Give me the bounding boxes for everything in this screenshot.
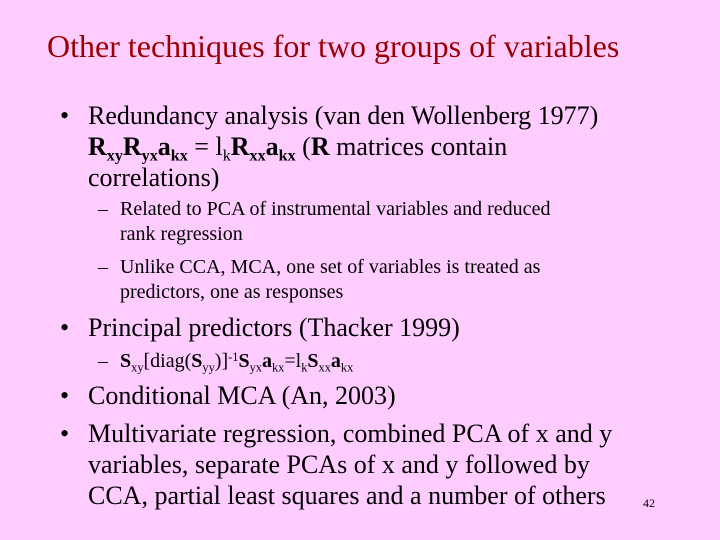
bullet-marker: •: [60, 313, 70, 342]
formula-symbol: a: [330, 350, 341, 372]
redundancy-formula: [88, 131, 508, 165]
sub-bullet-line: predictors, one as responses: [120, 281, 344, 303]
formula-subscript: kx: [271, 360, 285, 375]
formula-symbol: R: [230, 132, 250, 161]
bullet-line: Principal predictors (Thacker 1999): [88, 313, 460, 342]
formula-note: matrices contain: [329, 132, 508, 161]
sub-bullet-marker: –: [98, 198, 108, 220]
sub-bullet-line: Related to PCA of instrumental variables and reduced: [120, 198, 551, 220]
bullet-marker: •: [60, 381, 70, 410]
formula-symbol: S: [191, 350, 203, 372]
formula-subscript: kx: [278, 147, 296, 165]
formula-symbol: a: [265, 132, 279, 161]
formula-text: )]: [214, 350, 229, 372]
formula-subscript: xy: [131, 360, 144, 375]
formula-text: [diag(: [143, 350, 192, 372]
page-number: 42: [643, 496, 655, 510]
bullet-line: Multivariate regression, combined PCA of x and y: [88, 419, 613, 448]
predictor-formula: [120, 349, 353, 374]
formula-subscript: k: [222, 147, 231, 165]
sub-bullet-line: Unlike CCA, MCA, one set of variables is treated as: [120, 256, 541, 278]
formula-symbol: a: [157, 132, 171, 161]
sub-bullet-line: rank regression: [120, 223, 243, 245]
formula-exponent: -1: [228, 349, 239, 364]
formula-subscript: yx: [249, 360, 262, 375]
formula-symbol: S: [238, 350, 250, 372]
bullet-line: CCA, partial least squares and a number of others: [88, 481, 606, 510]
formula-subscript: xy: [106, 147, 123, 165]
bullet-line: correlations): [88, 163, 220, 192]
formula-subscript: kx: [340, 360, 354, 375]
formula-symbol: R: [88, 132, 107, 161]
sub-bullet-marker: –: [98, 350, 108, 372]
bullet-line: Redundancy analysis (van den Wollenberg 1977): [88, 101, 599, 130]
formula-subscript: xx: [249, 147, 266, 165]
formula-symbol: S: [307, 350, 319, 372]
formula-equals: =l: [284, 350, 302, 372]
formula-subscript: kx: [170, 147, 188, 165]
formula-equals: = l: [187, 132, 223, 161]
formula-paren: (: [295, 132, 311, 161]
bullet-marker: •: [60, 419, 70, 448]
formula-symbol: a: [261, 350, 272, 372]
bullet-line: variables, separate PCAs of x and y followed by: [88, 450, 590, 479]
formula-subscript: yx: [141, 147, 158, 165]
bullet-marker: •: [60, 101, 70, 130]
formula-symbol: R: [310, 132, 330, 161]
formula-symbol: S: [120, 350, 132, 372]
slide-title: Other techniques for two groups of variables: [47, 28, 620, 64]
sub-bullet-marker: –: [98, 256, 108, 278]
formula-subscript: yy: [202, 360, 215, 375]
formula-subscript: k: [301, 360, 308, 375]
formula-symbol: R: [122, 132, 142, 161]
bullet-line: Conditional MCA (An, 2003): [88, 381, 396, 410]
formula-subscript: xx: [318, 360, 331, 375]
